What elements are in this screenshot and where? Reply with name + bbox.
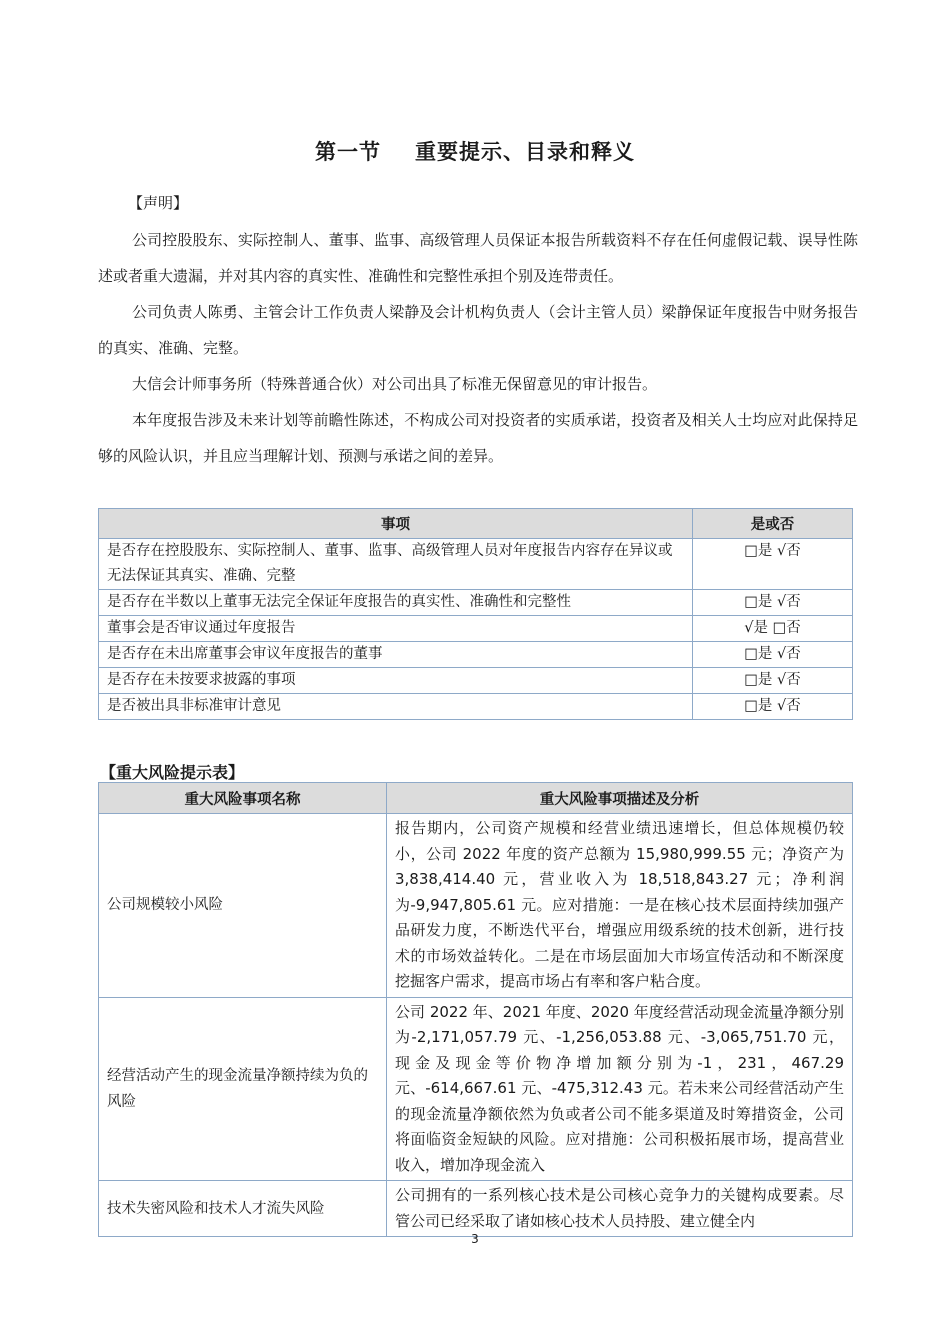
table-row [99,1181,853,1237]
risk-table-header [99,783,853,814]
table-row [99,590,853,616]
section-name: 重要提示、目录和释义 [415,140,635,164]
risk-header-name: 重大风险事项名称 [99,783,387,814]
matter-answer: □是 √否 [693,642,853,668]
risk-description: 报告期内，公司资产规模和经营业绩迅速增长，但总体规模仍较小，公司 2022 年度的资产总额为 15,980,999.55 元；净资产为 3,838,414.40 元，营业收入为 18,518,843.27 元；净利润为-9,947,805.61 元。应对措施：一是在核心技术层面持续加强产品研发力度，不断迭代平台，增强应用级系统的技术创新，进行技术的市场效益转化。二是在市场层面加大市场宣传活动和不断深度挖掘客户需求，提高市场占有率和客户粘合度。 [387,814,853,998]
matter-answer: √是 □否 [693,616,853,642]
risk-name: 公司规模较小风险 [99,814,387,998]
risk-description: 公司 2022 年、2021 年度、2020 年度经营活动现金流量净额分别为-2,171,057.79 元、-1,256,053.88 元、-3,065,751.70 元，现金及现金等价物净增加额分别为-1，231，467.29 元、-614,667.61 元、-475,312.43 元。若未来公司经营活动产生的现金流量净额依然为负或者公司不能多渠道及时筹措资金，公司将面临资金短缺的风险。应对措施：公司积极拓展市场，提高营业收入，增加净现金流入 [387,997,853,1181]
declaration-paragraph-1: 公司控股股东、实际控制人、董事、监事、高级管理人员保证本报告所载资料不存在任何虚假记载、误导性陈述或者重大遗漏，并对其内容的真实性、准确性和完整性承担个别及连带责任。 [98,231,858,285]
matter-item: 董事会是否审议通过年度报告 [99,616,693,642]
matter-answer: □是 √否 [693,590,853,616]
table-row [99,616,853,642]
matter-item: 是否存在未出席董事会审议年度报告的董事 [99,642,693,668]
risk-name: 技术失密风险和技术人才流失风险 [99,1181,387,1237]
declaration-paragraph-2: 公司负责人陈勇、主管会计工作负责人梁静及会计机构负责人（会计主管人员）梁静保证年度报告中财务报告的真实、准确、完整。 [98,303,858,357]
section-number: 第一节 [315,140,381,164]
matter-item: 是否存在未按要求披露的事项 [99,668,693,694]
risk-header-desc: 重大风险事项描述及分析 [387,783,853,814]
risk-table [98,782,853,1237]
declaration-paragraph-3: 大信会计师事务所（特殊普通合伙）对公司出具了标准无保留意见的审计报告。 [132,375,658,393]
risk-name: 经营活动产生的现金流量净额持续为负的风险 [99,997,387,1181]
table-row [99,814,853,998]
matter-answer: □是 √否 [693,668,853,694]
matter-item: 是否被出具非标准审计意见 [99,694,693,720]
section-title [0,136,950,166]
matters-header-item: 事项 [99,509,693,539]
table-row [99,668,853,694]
matter-item: 是否存在控股股东、实际控制人、董事、监事、高级管理人员对年度报告内容存在异议或无法保证其真实、准确、完整 [99,539,693,590]
matters-table-header [99,509,853,539]
table-row [99,694,853,720]
declaration-label: 【声明】 [128,194,189,212]
matter-item: 是否存在半数以上董事无法完全保证年度报告的真实性、准确性和完整性 [99,590,693,616]
table-row [99,539,853,590]
table-row [99,642,853,668]
page-number: 3 [471,1232,479,1246]
matter-answer: □是 √否 [693,539,853,590]
table-row [99,997,853,1181]
risk-table-heading: 【重大风险提示表】 [100,763,245,782]
matter-answer: □是 √否 [693,694,853,720]
matters-table [98,508,853,720]
matters-header-answer: 是或否 [693,509,853,539]
risk-description: 公司拥有的一系列核心技术是公司核心竞争力的关键构成要素。尽管公司已经采取了诸如核心技术人员持股、建立健全内 [387,1181,853,1237]
declaration-paragraph-4: 本年度报告涉及未来计划等前瞻性陈述，不构成公司对投资者的实质承诺，投资者及相关人士均应对此保持足够的风险认识，并且应当理解计划、预测与承诺之间的差异。 [98,411,858,465]
